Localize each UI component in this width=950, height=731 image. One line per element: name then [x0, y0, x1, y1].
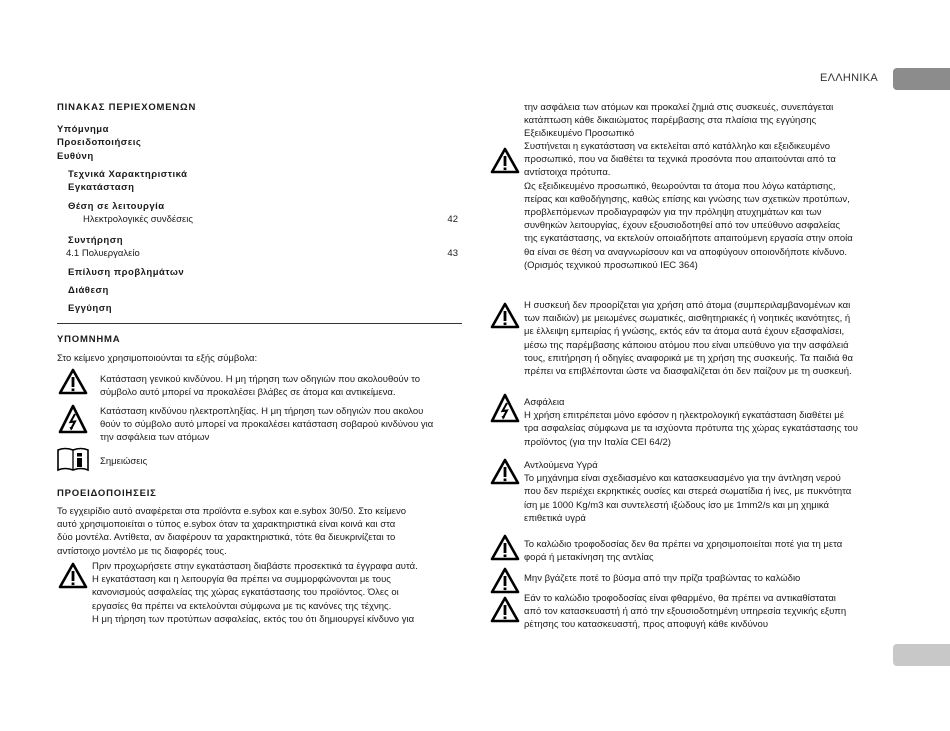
legend-intro: Στο κείμενο χρησιμοποιούνται τα εξής σύμβολα:	[57, 353, 258, 364]
language-tab-marker	[893, 68, 950, 90]
general-danger-icon	[58, 562, 88, 589]
toc-item-warnings: Προειδοποιήσεις	[57, 137, 142, 149]
general-danger-icon	[490, 596, 520, 623]
toc-item-liability: Ευθύνη	[57, 150, 94, 162]
cable-replacement-warning: Εάν το καλώδιο τροφοδοσίας είναι φθαρμένο, θα πρέπει να αντικαθίσταται από τον κατασκευαστή ή από την εξουσιοδοτημένη υπηρεσία τεχνικής εξυπη ρέτησης του κατασκευαστή, προς αποφυγή κάθε κινδύνου	[524, 593, 847, 631]
toc-item-installation: Εγκατάσταση	[68, 182, 135, 194]
toc-page-number: 42	[447, 214, 458, 226]
right-continuation: την ασφάλεια των ατόμων και προκαλεί ζημιά στις συσκευές, συνεπάγεται κατάπτωση κάθε δικαιώματος παρέμβασης στα πλαίσια της εγγύησης Εξειδικευμένο Προσωπικό	[524, 102, 834, 140]
electric-shock-icon	[58, 404, 88, 434]
notes-book-icon	[56, 446, 90, 472]
plug-warning: Μην βγάζετε ποτέ το βύσμα από την πρίζα τραβώντας το καλώδιο	[524, 573, 801, 584]
general-danger-icon	[58, 368, 88, 395]
installation-warning-text: Πριν προχωρήσετε στην εγκατάσταση διαβάστε προσεκτικά τα έγγραφα αυτά. Η εγκατάσταση και η λειτουργία θα πρέπει να συμμορφώνονται με τους κανονισμούς ασφαλείας της χώρας εγκατάστασης του προϊόντος. Όλες οι εργασίες θα πρέπει να εκτελούνται σύμφωνα με τις κανόνες της τέχνης. Η μη τήρηση των προτύπων ασφαλείας, εκτός του ότι δημιουργεί κίνδυνο για	[92, 561, 418, 625]
page-tab-marker	[893, 644, 950, 666]
general-danger-icon	[490, 534, 520, 561]
toc-item-warranty: Εγγύηση	[68, 303, 113, 315]
divider	[57, 323, 462, 324]
toc-item-legend: Υπόμνημα	[57, 124, 109, 136]
qualified-staff-text: Συστήνεται η εγκατάσταση να εκτελείται από κατάλληλο και εξειδικευμένο προσωπικό, που να διαθέτει τα τεχνικά προσόντα που απαιτούνται από τα αντίστοιχα πρότυπα. Ως εξειδικευμένο προσωπικό, θεωρούνται τα άτομα που λόγω κατάρτισης, πείρας και καθοδήγησης, καθώς επίσης και γνώσης των σχετικών προτύπων, προβλεπόμενων προδιαγραφών για την πρόληψη ατυχημάτων και των συνθηκών λειτουργίας, έχουν εξουσιοδοτηθεί από τον υπεύθυνο ασφαλείας της εγκατάστασης, να εκτελούν οποιαδήποτε απαιτούμενη εργασία στην οποία θα είναι σε θέση να αναγνωρίσουν και να αποφύγουν οποιονδήποτε κίνδυνο. (Ορισμός τεχνικού προσωπικού IEC 364)	[524, 141, 853, 271]
toc-page-number: 43	[447, 247, 458, 259]
toc-subitem-multitool	[57, 247, 462, 260]
cable-transport-warning: Το καλώδιο τροφοδοσίας δεν θα πρέπει να χρησιμοποιείται ποτέ για τη μετα φορά ή μετακίνηση της αντλίας	[524, 539, 843, 564]
toc-subitem-label: 4.1 Πολυεργαλείο	[66, 247, 140, 259]
legend-title: ΥΠΟΜΝΗΜΑ	[57, 334, 121, 345]
safety-section: Ασφάλεια Η χρήση επιτρέπεται μόνο εφόσον η ηλεκτρολογική εγκατάσταση διαθέτει μέ τρα ασφαλείας σύμφωνα με τα ισχύοντα πρότυπα της χώρας εγκατάστασης του προϊόντος (για την Ιταλία CEI 64/2)	[524, 397, 858, 448]
children-warning-text: Η συσκευή δεν προορίζεται για χρήση από άτομα (συμπεριλαμβανομένων και των παιδιών) με μειωμένες σωματικές, αισθητηριακές ή νοητικές ικανότητες, ή με έλλειψη εμπειρίας ή γνώσης, εκτός εάν τα άτομα αυτά έχουν εξασφαλίσει, μέσω της παρέμβασης κάποιου ατόμου που είναι υπεύθυνο για την ασφάλειά τους, επιτήρηση ή οδηγίες αναφορικά με τη χρήση της συσκευής. Τα παιδιά θα πρέπει να επιβλέπονται ώστε να διασφαλίζεται ότι δεν παίζουν με τη συσκευή.	[524, 300, 853, 378]
toc-subitem-electrical	[57, 213, 462, 226]
general-danger-icon	[490, 458, 520, 485]
general-danger-icon	[490, 147, 520, 174]
toc-subitem-label: Ηλεκτρολογικές συνδέσεις	[83, 214, 193, 226]
toc-item-specs: Τεχνικά Χαρακτηριστικά	[68, 168, 188, 180]
general-danger-icon	[490, 302, 520, 329]
table-of-contents	[57, 101, 462, 316]
warnings-title: ΠΡΟΕΙΔΟΠΟΙΗΣΕΙΣ	[57, 488, 157, 499]
toc-item-maintenance: Συντήρηση	[68, 234, 124, 246]
toc-item-disposal: Διάθεση	[68, 285, 109, 297]
toc-title: ΠΙΝΑΚΑΣ ΠΕΡΙΕΧΟΜΕΝΩΝ	[57, 102, 197, 113]
legend-notes-text: Σημειώσεις	[100, 456, 148, 467]
pumped-liquids-section: Αντλούμενα Υγρά Το μηχάνημα είναι σχεδιασμένο και κατασκευασμένο για την άντληση νερού που δεν περιέχει εκρηκτικές ουσίες και στερεά σωματίδια ή ίνες, με πυκνότητα ίση με 1000 Kg/m3 και συντελεστή ιξώδους ίσο με 1mm2/s και μη χημικά επιθετικά υγρά	[524, 460, 852, 524]
warnings-paragraph: Το εγχειρίδιο αυτό αναφέρεται στα προϊόντα e.sybox και e.sybox 30/50. Στο κείμενο αυτό χρησιμοποιείται ο τύπος e.sybox όταν τα χαρακτηριστικά είναι κοινά και στα δύο μοντέλα. Αντίθετα, αν διαφέρουν τα χαρακτηριστικά, τότε θα διευκρινίζεται το αντίστοιχο μοντέλο με τις διαφορές τους.	[57, 506, 407, 557]
language-label: ΕΛΛΗΝΙΚΑ	[820, 72, 879, 84]
electric-shock-icon	[490, 393, 520, 423]
toc-item-startup: Θέση σε λειτουργία	[68, 201, 165, 213]
toc-item-troubleshooting: Επίλυση προβλημάτων	[68, 267, 185, 279]
general-danger-icon	[490, 567, 520, 594]
legend-electric-text: Κατάσταση κινδύνου ηλεκτροπληξίας. Η μη τήρηση των οδηγιών που ακολου θούν το σύμβολο αυτό μπορεί να προκαλέσει κατάσταση σοβαρού κινδύνου για την ασφάλεια των ατόμων	[100, 406, 434, 444]
legend-general-text: Κατάσταση γενικού κινδύνου. Η μη τήρηση των οδηγιών που ακολουθούν το σύμβολο αυτό μπορεί να προκαλέσει βλάβες σε άτομα και αντικείμενα.	[100, 374, 421, 399]
